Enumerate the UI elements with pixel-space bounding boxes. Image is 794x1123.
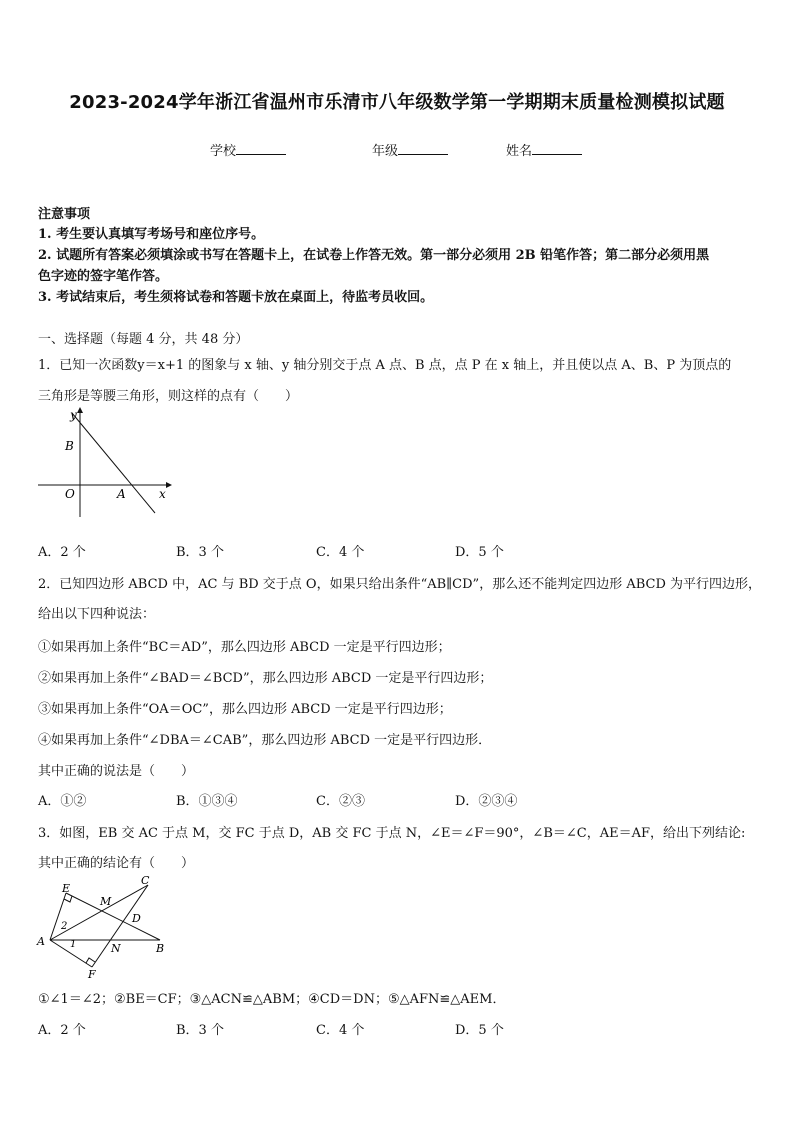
q3-conclusions: ①∠1＝∠2；②BE＝CF；③△ACN≌△ABM；④CD＝DN；⑤△AFN≌△AEM． bbox=[38, 992, 506, 1007]
q1-stem-line2: 三角形是等腰三角形，则这样的点有（ ） bbox=[38, 389, 299, 404]
q1-option-d[interactable]: D．5 个 bbox=[455, 545, 504, 560]
q2-option-d[interactable]: D．②③④ bbox=[455, 794, 518, 809]
q3-option-c[interactable]: C．4 个 bbox=[316, 1023, 365, 1038]
name-field bbox=[506, 140, 582, 159]
angle-2-label: 2 bbox=[61, 921, 68, 932]
x-axis-arrow bbox=[166, 482, 172, 488]
name-blank bbox=[532, 142, 582, 155]
point-B-label: B bbox=[156, 942, 165, 955]
q1-stem-line1: 1．已知一次函数y＝x+1 的图象与 x 轴、y 轴分别交于点 A 点、B 点，点 P 在 x 轴上，并且使以点 A、B、P 为顶点的 bbox=[38, 358, 732, 373]
q2-option-b[interactable]: B．①③④ bbox=[176, 794, 238, 809]
right-angle-F bbox=[86, 958, 95, 963]
y-axis-label: y bbox=[70, 408, 77, 422]
note-item: 2. 试题所有答案必须填涂或书写在答题卡上，在试卷上作答无效。第一部分必须用 2B 铅笔作答；第二部分必须用黑 bbox=[38, 248, 710, 263]
notes-heading: 注意事项 bbox=[38, 207, 91, 222]
q3-option-b[interactable]: B．3 个 bbox=[176, 1023, 224, 1038]
point-A-label: A bbox=[37, 935, 45, 948]
section-heading: 一、选择题（每题 4 分，共 48 分） bbox=[38, 332, 249, 347]
q2-option-c[interactable]: C．②③ bbox=[316, 794, 365, 809]
name-label: 姓名 bbox=[506, 144, 533, 159]
origin-label: O bbox=[65, 487, 75, 501]
q2-statement-2: ②如果再加上条件“∠BAD＝∠BCD”，那么四边形 ABCD 一定是平行四边形； bbox=[38, 671, 493, 686]
q2-question: 其中正确的说法是（ ） bbox=[38, 764, 195, 779]
q2-statement-4: ④如果再加上条件“∠DBA＝∠CAB”，那么四边形 ABCD 一定是平行四边形． bbox=[38, 733, 492, 748]
grade-blank bbox=[398, 142, 448, 155]
note-item: 色字迹的签字笔作答。 bbox=[38, 269, 169, 284]
function-line bbox=[72, 413, 155, 513]
q3-stem-line1: 3．如图，EB 交 AC 于点 M，交 FC 于点 D，AB 交 FC 于点 N，∠E＝∠F＝90°，∠B＝∠C，AE＝AF，给出下列结论: bbox=[38, 826, 746, 841]
q1-option-b[interactable]: B．3 个 bbox=[176, 545, 224, 560]
q1-graph-figure bbox=[34, 405, 174, 523]
q2-stem-line1: 2．已知四边形 ABCD 中，AC 与 BD 交于点 O，如果只给出条件“AB∥CD”，那么还不能判定四边形 ABCD 为平行四边形， bbox=[38, 577, 762, 592]
point-F-label: F bbox=[88, 968, 96, 981]
school-blank bbox=[236, 142, 286, 155]
angle-1-label: 1 bbox=[70, 939, 77, 950]
q2-option-a[interactable]: A．①② bbox=[38, 794, 87, 809]
point-N-label: N bbox=[111, 942, 121, 955]
y-axis-arrow bbox=[77, 407, 83, 413]
x-axis-label: x bbox=[159, 487, 166, 501]
q2-stem-line2: 给出以下四种说法： bbox=[38, 607, 156, 622]
segment-EB bbox=[66, 893, 160, 940]
grade-label: 年级 bbox=[372, 144, 399, 159]
page-title: 2023-2024学年浙江省温州市乐清市八年级数学第一学期期末质量检测模拟试题 bbox=[69, 92, 725, 113]
q3-option-d[interactable]: D．5 个 bbox=[455, 1023, 504, 1038]
q3-stem-line2: 其中正确的结论有（ ） bbox=[38, 856, 195, 871]
school-field bbox=[210, 140, 286, 159]
q3-option-a[interactable]: A．2 个 bbox=[38, 1023, 86, 1038]
point-A-label: A bbox=[117, 487, 126, 501]
q2-statement-1: ①如果再加上条件“BC＝AD”，那么四边形 ABCD 一定是平行四边形； bbox=[38, 640, 451, 655]
point-M-label: M bbox=[100, 895, 112, 908]
point-D-label: D bbox=[132, 912, 141, 925]
grade-field bbox=[372, 140, 448, 159]
point-C-label: C bbox=[141, 874, 150, 887]
q1-option-a[interactable]: A．2 个 bbox=[38, 545, 86, 560]
point-B-label: B bbox=[65, 439, 74, 453]
note-item: 1. 考生要认真填写考场号和座位序号。 bbox=[38, 227, 265, 242]
point-E-label: E bbox=[62, 882, 71, 895]
q3-geometry-figure bbox=[34, 872, 174, 984]
school-label: 学校 bbox=[210, 144, 237, 159]
segment-AE bbox=[50, 893, 66, 940]
q2-statement-3: ③如果再加上条件“OA＝OC”，那么四边形 ABCD 一定是平行四边形； bbox=[38, 702, 452, 717]
note-item: 3. 考试结束后，考生须将试卷和答题卡放在桌面上，待监考员收回。 bbox=[38, 290, 434, 305]
q1-option-c[interactable]: C．4 个 bbox=[316, 545, 365, 560]
